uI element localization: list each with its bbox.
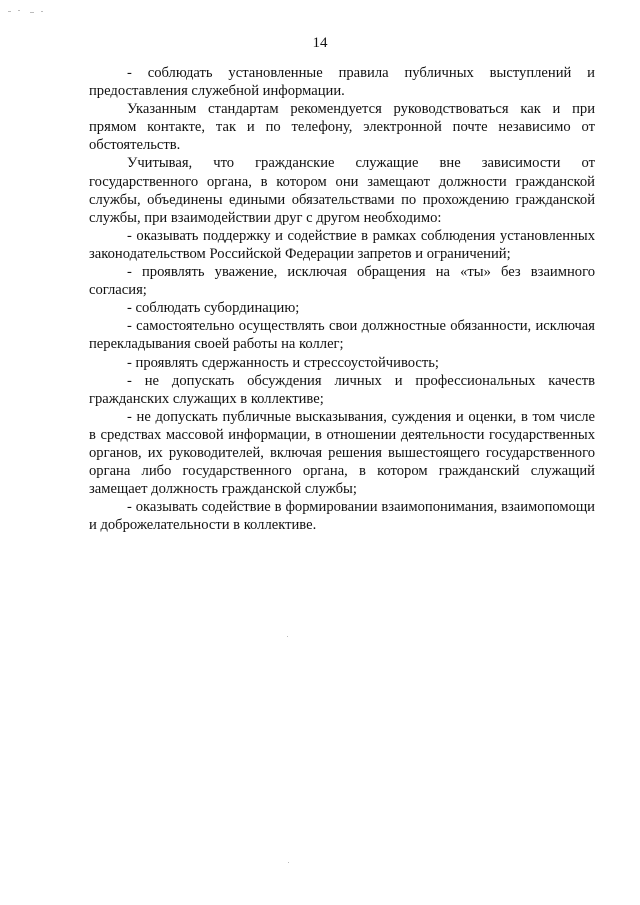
page-number: 14 — [312, 35, 328, 51]
paragraph: Учитывая, что гражданские служащие вне зависимости от государственного органа, в котором они замещают должности гражданской службы, объединены едиными обязательствами по прохождению гражданской службы, при взаимодействии друг с другом необходимо: — [89, 155, 595, 226]
list-item: - не допускать обсуждения личных и профессиональных качеств гражданских служащих в коллективе; — [89, 372, 595, 407]
scan-artifact — [41, 11, 43, 12]
scan-artifact — [288, 862, 289, 863]
list-item: - не допускать публичные высказывания, суждения и оценки, в том числе в средствах массовой информации, в отношении деятельности государственных органов, их руководителей, включая решения вышестоящего государственного органа либо государственного органа, в котором гражданский служащий замещает должность гражданской службы; — [89, 408, 595, 498]
list-item: - самостоятельно осуществлять свои должностные обязанности, исключая перекладывания своей работы на коллег; — [89, 318, 595, 353]
document-body — [89, 64, 595, 534]
scan-artifact — [30, 12, 34, 13]
scan-artifact — [8, 11, 11, 12]
list-item: - соблюдать субординацию; — [127, 300, 300, 317]
list-item: - соблюдать установленные правила публичных выступлений и предоставления служебной информации. — [89, 65, 595, 100]
list-item: - оказывать содействие в формировании взаимопонимания, взаимопомощи и доброжелательности в коллективе. — [89, 499, 595, 534]
list-item: - проявлять уважение, исключая обращения на «ты» без взаимного согласия; — [89, 264, 595, 299]
list-item: - оказывать поддержку и содействие в рамках соблюдения установленных законодательством Российской Федерации запретов и ограничений; — [89, 227, 595, 262]
list-item: - проявлять сдержанность и стрессоустойчивость; — [127, 354, 439, 371]
paragraph: Указанным стандартам рекомендуется руководствоваться как и при прямом контакте, так и по телефону, электронной почте независимо от обстоятельств. — [89, 101, 595, 154]
scan-artifact — [18, 10, 20, 11]
scan-artifact — [287, 636, 288, 637]
